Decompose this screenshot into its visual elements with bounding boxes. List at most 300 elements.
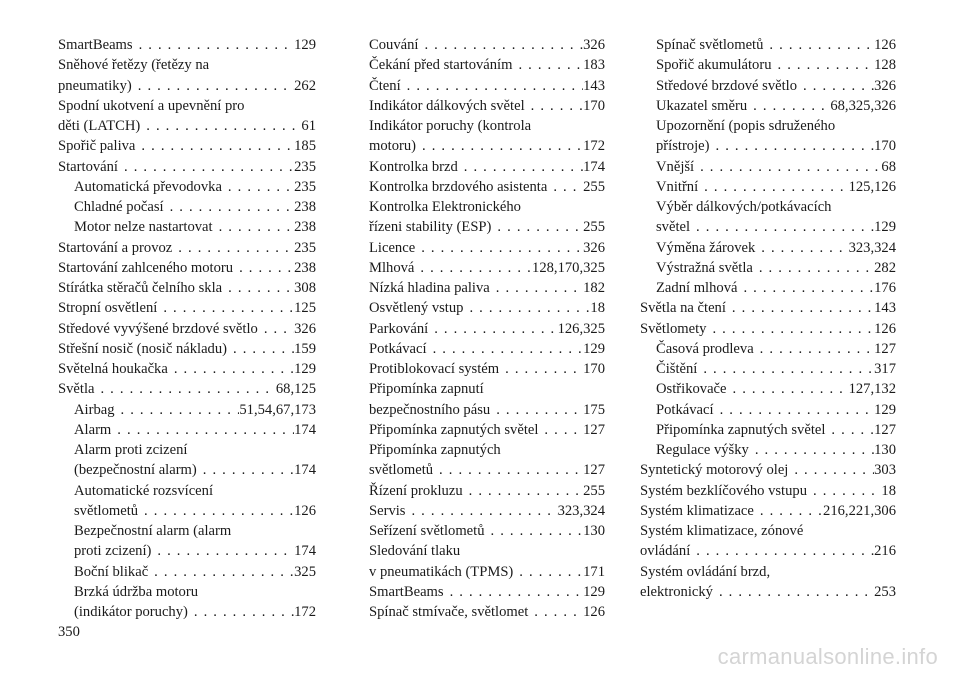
index-entry xyxy=(58,76,316,96)
index-entry xyxy=(369,562,605,582)
index-entry xyxy=(640,258,896,278)
index-entry xyxy=(58,521,316,541)
index-entry xyxy=(640,359,896,379)
index-entry-term: Startování xyxy=(58,158,118,175)
index-entry-page-ref: 216,221,306 xyxy=(823,502,896,519)
dot-leader xyxy=(807,481,881,501)
dot-leader xyxy=(690,217,874,237)
index-entry-term: Časová prodleva xyxy=(656,340,754,357)
index-entry xyxy=(58,55,316,75)
index-entry xyxy=(58,541,316,561)
dot-leader xyxy=(213,217,295,237)
index-entry-page-ref: 216 xyxy=(874,543,896,560)
index-entry-term: motoru) xyxy=(369,138,417,155)
index-entry-page-ref: 238 xyxy=(294,199,316,215)
dot-leader xyxy=(512,55,583,75)
dot-leader xyxy=(415,238,583,258)
index-entry-term: SmartBeams xyxy=(58,37,133,53)
index-entry-term: Řízení prokluzu xyxy=(369,482,463,499)
index-entry-term: Indikátor dálkových světel xyxy=(369,97,525,114)
dot-leader xyxy=(698,177,848,197)
dot-leader xyxy=(528,602,583,622)
dot-leader xyxy=(797,76,874,96)
index-entry-term: Automatická převodovka xyxy=(74,178,222,195)
index-entry-term: Systém klimatizace, zónové xyxy=(640,523,804,539)
index-entry xyxy=(640,460,896,480)
index-entry-term: Stírátka stěračů čelního skla xyxy=(58,280,223,296)
index-entry-page-ref: 129 xyxy=(583,583,605,600)
index-entry-term: Připomínka zapnutých xyxy=(369,442,501,458)
index-entry-term: Syntetický motorový olej xyxy=(640,462,789,479)
index-entry-page-ref: 129 xyxy=(294,37,316,53)
dot-leader xyxy=(433,460,583,480)
index-entry-term: Výměna žárovek xyxy=(656,239,756,256)
index-entry xyxy=(369,197,605,217)
index-entry-term: Středové brzdové světlo xyxy=(656,77,798,94)
index-entry-term: Světla xyxy=(58,381,95,398)
dot-leader xyxy=(428,319,557,339)
dot-leader xyxy=(458,157,583,177)
index-entry-term: Světlomety xyxy=(640,320,707,337)
dot-leader xyxy=(499,359,583,379)
dot-leader xyxy=(151,541,294,561)
index-entry xyxy=(369,258,605,278)
index-entry-page-ref: 170 xyxy=(583,361,605,377)
dot-leader xyxy=(258,319,294,339)
dot-leader xyxy=(133,35,295,55)
dot-leader xyxy=(233,258,294,278)
index-entry-term: Osvětlený vstup xyxy=(369,300,464,317)
dot-leader xyxy=(525,96,583,116)
index-entry xyxy=(640,420,896,440)
index-entry-term: Čtení xyxy=(369,77,401,94)
index-entry xyxy=(58,440,316,460)
index-entry-page-ref: 183 xyxy=(583,57,605,74)
index-entry-term: Sněhové řetězy (řetězy na xyxy=(58,57,210,74)
index-entry-term: Servis xyxy=(369,502,406,519)
index-entry xyxy=(640,217,896,237)
dot-leader xyxy=(427,339,584,359)
dot-leader xyxy=(463,481,583,501)
index-entry xyxy=(369,582,605,602)
index-entry xyxy=(640,379,896,399)
index-entry-term: Zadní mlhová xyxy=(656,280,738,296)
index-entry xyxy=(640,501,896,521)
index-entry-term: Spodní ukotvení a upevnění pro xyxy=(58,97,245,114)
index-entry xyxy=(369,55,605,75)
index-entry-term: Parkování xyxy=(369,320,429,337)
dot-leader xyxy=(710,136,875,156)
index-entry-page-ref: 127 xyxy=(874,340,896,357)
index-entry-term: Kontrolka brzd xyxy=(369,158,458,175)
index-entry-page-ref: 127 xyxy=(874,421,896,438)
dot-leader xyxy=(727,379,849,399)
index-entry-page-ref: 235 xyxy=(294,178,316,195)
dot-leader xyxy=(172,238,294,258)
index-entry xyxy=(369,501,605,521)
index-entry-term: (bezpečnostní alarm) xyxy=(74,462,197,479)
index-entry xyxy=(369,339,605,359)
index-entry xyxy=(58,359,316,379)
index-entry-term: Upozornění (popis sdruženého xyxy=(656,118,836,134)
dot-leader xyxy=(737,278,874,298)
index-entry-page-ref: 127 xyxy=(583,421,605,438)
index-entry-page-ref: 126 xyxy=(874,320,896,337)
dot-leader xyxy=(132,76,294,96)
index-entry xyxy=(640,35,896,55)
dot-leader xyxy=(772,55,875,75)
index-entry-page-ref: 126 xyxy=(294,502,316,519)
index-entry xyxy=(369,319,605,339)
index-column-3 xyxy=(640,35,896,602)
index-entry-term: Systém bezklíčového vstupu xyxy=(640,482,807,499)
index-entry-page-ref: 303 xyxy=(874,462,896,479)
index-entry-term: světel xyxy=(656,219,691,236)
index-entry-page-ref: 326 xyxy=(874,77,896,94)
index-entry xyxy=(58,582,316,602)
index-entry-page-ref: 238 xyxy=(294,219,316,236)
index-entry xyxy=(58,258,316,278)
index-entry-term: Výstražná světla xyxy=(656,259,753,276)
index-entry-term: děti (LATCH) xyxy=(58,118,141,134)
index-entry-term: Brzká údržba motoru xyxy=(74,583,199,600)
index-entry xyxy=(369,116,605,136)
index-entry xyxy=(640,562,896,582)
index-entry-page-ref: 326 xyxy=(294,320,316,337)
dot-leader xyxy=(414,258,532,278)
index-entry-term: SmartBeams xyxy=(369,583,444,600)
index-entry xyxy=(58,460,316,480)
index-entry-page-ref: 130 xyxy=(583,523,605,539)
index-entry-term: Spořič paliva xyxy=(58,138,136,155)
dot-leader xyxy=(697,359,874,379)
index-entry-page-ref: 51,54,67,173 xyxy=(239,401,316,418)
dot-leader xyxy=(401,76,583,96)
index-entry-term: Boční blikač xyxy=(74,563,149,580)
dot-leader xyxy=(197,460,294,480)
index-entry xyxy=(369,359,605,379)
index-entry-term: Airbag xyxy=(74,401,115,418)
index-entry-page-ref: 18 xyxy=(590,300,605,317)
index-entry-page-ref: 61 xyxy=(301,118,316,134)
index-entry-page-ref: 185 xyxy=(294,138,316,155)
page-number: 350 xyxy=(58,624,80,640)
index-entry-term: Ukazatel směru xyxy=(656,97,748,114)
index-entry xyxy=(369,541,605,561)
index-entry-term: Čekání před startováním xyxy=(369,57,513,74)
index-column-1 xyxy=(58,35,316,622)
index-entry-page-ref: 129 xyxy=(294,361,316,377)
index-entry-page-ref: 126 xyxy=(874,37,896,53)
dot-leader xyxy=(755,238,848,258)
index-entry-page-ref: 68,125 xyxy=(275,381,316,398)
index-entry xyxy=(369,35,605,55)
index-entry-page-ref: 143 xyxy=(583,77,605,94)
index-entry xyxy=(58,157,316,177)
dot-leader xyxy=(754,501,823,521)
index-entry-term: pneumatiky) xyxy=(58,77,132,94)
index-entry xyxy=(369,521,605,541)
dot-leader xyxy=(444,582,584,602)
index-entry-term: ovládání xyxy=(640,543,691,560)
index-entry-page-ref: 18 xyxy=(881,482,896,499)
dot-leader xyxy=(188,602,294,622)
dot-leader xyxy=(222,177,294,197)
index-entry xyxy=(640,400,896,420)
index-entry xyxy=(640,76,896,96)
index-entry-page-ref: 323,324 xyxy=(848,239,896,256)
index-entry xyxy=(58,278,316,298)
index-entry-term: Výběr dálkových/potkávacích xyxy=(656,199,832,215)
index-entry-page-ref: 182 xyxy=(583,280,605,296)
index-entry xyxy=(640,177,896,197)
index-entry-page-ref: 129 xyxy=(583,340,605,357)
index-entry xyxy=(369,420,605,440)
dot-leader xyxy=(416,136,583,156)
index-entry-page-ref: 125,126 xyxy=(848,178,896,195)
index-entry-page-ref: 68 xyxy=(881,158,896,175)
dot-leader xyxy=(490,400,583,420)
dot-leader xyxy=(118,157,294,177)
index-entry-term: Kontrolka brzdového asistenta xyxy=(369,178,548,195)
dot-leader xyxy=(749,440,874,460)
dot-leader xyxy=(148,562,294,582)
index-entry xyxy=(58,96,316,116)
index-entry-term: (indikátor poruchy) xyxy=(74,604,188,620)
index-entry-term: proti zcizení) xyxy=(74,543,152,560)
index-entry-page-ref: 238 xyxy=(294,259,316,276)
index-entry xyxy=(640,521,896,541)
index-entry xyxy=(369,238,605,258)
dot-leader xyxy=(513,562,583,582)
index-entry-term: Stropní osvětlení xyxy=(58,300,158,317)
index-entry xyxy=(640,197,896,217)
index-entry-term: Alarm xyxy=(74,421,112,438)
index-entry xyxy=(369,177,605,197)
index-entry-page-ref: 325 xyxy=(294,563,316,580)
index-entry-term: Systém ovládání brzd, xyxy=(640,563,771,580)
index-entry-page-ref: 255 xyxy=(583,482,605,499)
index-entry-term: Připomínka zapnutých světel xyxy=(656,421,826,438)
index-entry-page-ref: 170 xyxy=(874,138,896,155)
index-entry-page-ref: 172 xyxy=(583,138,605,155)
index-entry-term: Bezpečnostní alarm (alarm xyxy=(74,523,232,539)
index-entry xyxy=(640,157,896,177)
index-entry xyxy=(369,400,605,420)
index-entry-term: Připomínka zapnutí xyxy=(369,381,484,398)
dot-leader xyxy=(694,157,881,177)
dot-leader xyxy=(491,217,583,237)
index-entry-term: řízeni stability (ESP) xyxy=(369,219,492,236)
index-entry-term: Spínač stmívače, světlomet xyxy=(369,604,529,620)
index-entry xyxy=(369,136,605,156)
index-entry-term: Světla na čtení xyxy=(640,300,726,317)
index-entry-term: Ostřikovače xyxy=(656,381,727,398)
index-entry-term: Sledování tlaku xyxy=(369,543,461,560)
index-entry-page-ref: 143 xyxy=(874,300,896,317)
dot-leader xyxy=(490,278,583,298)
index-entry-page-ref: 175 xyxy=(583,401,605,418)
index-entry-term: Licence xyxy=(369,239,416,256)
dot-leader xyxy=(94,379,275,399)
index-entry xyxy=(640,481,896,501)
index-entry xyxy=(58,602,316,622)
index-entry-term: Chladné počasí xyxy=(74,199,164,215)
index-entry-page-ref: 235 xyxy=(294,158,316,175)
dot-leader xyxy=(747,96,830,116)
index-entry-page-ref: 255 xyxy=(583,178,605,195)
index-entry xyxy=(369,298,605,318)
index-entry-term: Mlhová xyxy=(369,259,415,276)
index-entry-term: Světelná houkačka xyxy=(58,361,168,377)
dot-leader xyxy=(690,541,874,561)
dot-leader xyxy=(164,197,295,217)
index-entry-term: Spořič akumulátoru xyxy=(656,57,772,74)
index-entry-page-ref: 127 xyxy=(583,462,605,479)
index-entry-page-ref: 126,325 xyxy=(557,320,605,337)
watermark-link[interactable]: carmanualsonline.info xyxy=(717,644,938,669)
dot-leader xyxy=(227,339,294,359)
index-entry xyxy=(58,562,316,582)
index-entry xyxy=(640,541,896,561)
index-entry-term: Připomínka zapnutých světel xyxy=(369,421,539,438)
index-entry-term: Motor nelze nastartovat xyxy=(74,219,213,236)
index-entry-term: Potkávací xyxy=(369,340,427,357)
index-entry-page-ref: 125 xyxy=(294,300,316,317)
index-entry-page-ref: 308 xyxy=(294,280,316,296)
index-entry-term: přístroje) xyxy=(656,138,710,155)
index-entry xyxy=(640,136,896,156)
index-entry-term: Potkávací xyxy=(656,401,714,418)
index-entry xyxy=(58,116,316,136)
index-entry-page-ref: 174 xyxy=(583,158,605,175)
index-entry xyxy=(58,319,316,339)
index-entry xyxy=(58,420,316,440)
index-entry-page-ref: 174 xyxy=(294,462,316,479)
index-entry xyxy=(640,116,896,136)
index-entry xyxy=(58,379,316,399)
index-entry-term: Seřízení světlometů xyxy=(369,523,485,539)
index-entry xyxy=(640,440,896,460)
index-entry xyxy=(640,96,896,116)
index-entry xyxy=(369,278,605,298)
index-entry xyxy=(58,217,316,237)
index-entry-term: Startování a provoz xyxy=(58,239,173,256)
dot-leader xyxy=(713,582,874,602)
index-entry-page-ref: 255 xyxy=(583,219,605,236)
dot-leader xyxy=(753,258,874,278)
index-entry-page-ref: 235 xyxy=(294,239,316,256)
index-entry-term: Systém klimatizace xyxy=(640,502,754,519)
index-column-2 xyxy=(369,35,605,622)
index-entry-term: Indikátor poruchy (kontrola xyxy=(369,118,532,134)
index-entry-page-ref: 326 xyxy=(583,37,605,53)
dot-leader xyxy=(754,339,874,359)
index-entry-term: Couvání xyxy=(369,37,419,53)
index-entry-page-ref: 68,325,326 xyxy=(830,97,896,114)
index-entry xyxy=(58,501,316,521)
index-entry xyxy=(369,481,605,501)
index-entry xyxy=(369,602,605,622)
dot-leader xyxy=(405,501,557,521)
index-entry xyxy=(369,96,605,116)
index-entry xyxy=(369,76,605,96)
index-entry xyxy=(640,278,896,298)
index-entry-term: Nízká hladina paliva xyxy=(369,280,490,296)
dot-leader xyxy=(485,521,584,541)
index-entry-term: světlometů xyxy=(74,502,139,519)
index-entry xyxy=(640,582,896,602)
dot-leader xyxy=(726,298,874,318)
index-entry xyxy=(58,339,316,359)
index-entry-page-ref: 174 xyxy=(294,543,316,560)
index-entry-term: Středové vyvýšené brzdové světlo xyxy=(58,320,258,337)
index-entry-term: Protiblokovací systém xyxy=(369,361,500,377)
index-entry xyxy=(640,55,896,75)
index-entry-page-ref: 128 xyxy=(874,57,896,74)
index-entry-term: Vnější xyxy=(656,158,695,175)
index-entry xyxy=(640,339,896,359)
index-entry-page-ref: 130 xyxy=(874,442,896,458)
index-entry-page-ref: 171 xyxy=(583,563,605,580)
dot-leader xyxy=(168,359,294,379)
index-entry-page-ref: 262 xyxy=(294,77,316,94)
index-entry-page-ref: 174 xyxy=(294,421,316,438)
dot-leader xyxy=(111,420,294,440)
index-entry-term: Startování zahlceného motoru xyxy=(58,259,234,276)
index-entry-page-ref: 317 xyxy=(874,361,896,377)
index-entry xyxy=(58,35,316,55)
dot-leader xyxy=(714,400,875,420)
index-entry-page-ref: 326 xyxy=(583,239,605,256)
dot-leader xyxy=(115,400,240,420)
index-entry xyxy=(58,400,316,420)
index-entry xyxy=(58,197,316,217)
index-entry-term: Automatické rozsvícení xyxy=(74,482,213,499)
dot-leader xyxy=(138,501,294,521)
index-entry xyxy=(640,238,896,258)
index-entry xyxy=(58,298,316,318)
index-entry xyxy=(369,157,605,177)
dot-leader xyxy=(157,298,294,318)
dot-leader xyxy=(135,136,294,156)
dot-leader xyxy=(538,420,583,440)
index-entry-page-ref: 176 xyxy=(874,280,896,296)
index-entry-term: bezpečnostního pásu xyxy=(369,401,491,418)
index-entry xyxy=(369,217,605,237)
index-entry-term: Alarm proti zcizení xyxy=(74,442,188,458)
index-entry-term: v pneumatikách (TPMS) xyxy=(369,563,514,580)
index-entry xyxy=(58,238,316,258)
dot-leader xyxy=(140,116,301,136)
index-entry-page-ref: 159 xyxy=(294,340,316,357)
dot-leader xyxy=(463,298,590,318)
index-entry-term: Čištění xyxy=(656,361,698,377)
index-entry-page-ref: 282 xyxy=(874,259,896,276)
index-entry-term: Vnitřní xyxy=(656,178,699,195)
index-entry-page-ref: 323,324 xyxy=(557,502,605,519)
dot-leader xyxy=(788,460,874,480)
index-entry-term: elektronický xyxy=(640,583,713,600)
index-entry-page-ref: 126 xyxy=(583,604,605,620)
index-entry xyxy=(58,481,316,501)
index-entry-term: Střešní nosič (nosič nákladu) xyxy=(58,340,228,357)
dot-leader xyxy=(825,420,874,440)
index-entry xyxy=(58,177,316,197)
index-entry-page-ref: 172 xyxy=(294,604,316,620)
index-entry xyxy=(369,460,605,480)
index-entry xyxy=(369,440,605,460)
